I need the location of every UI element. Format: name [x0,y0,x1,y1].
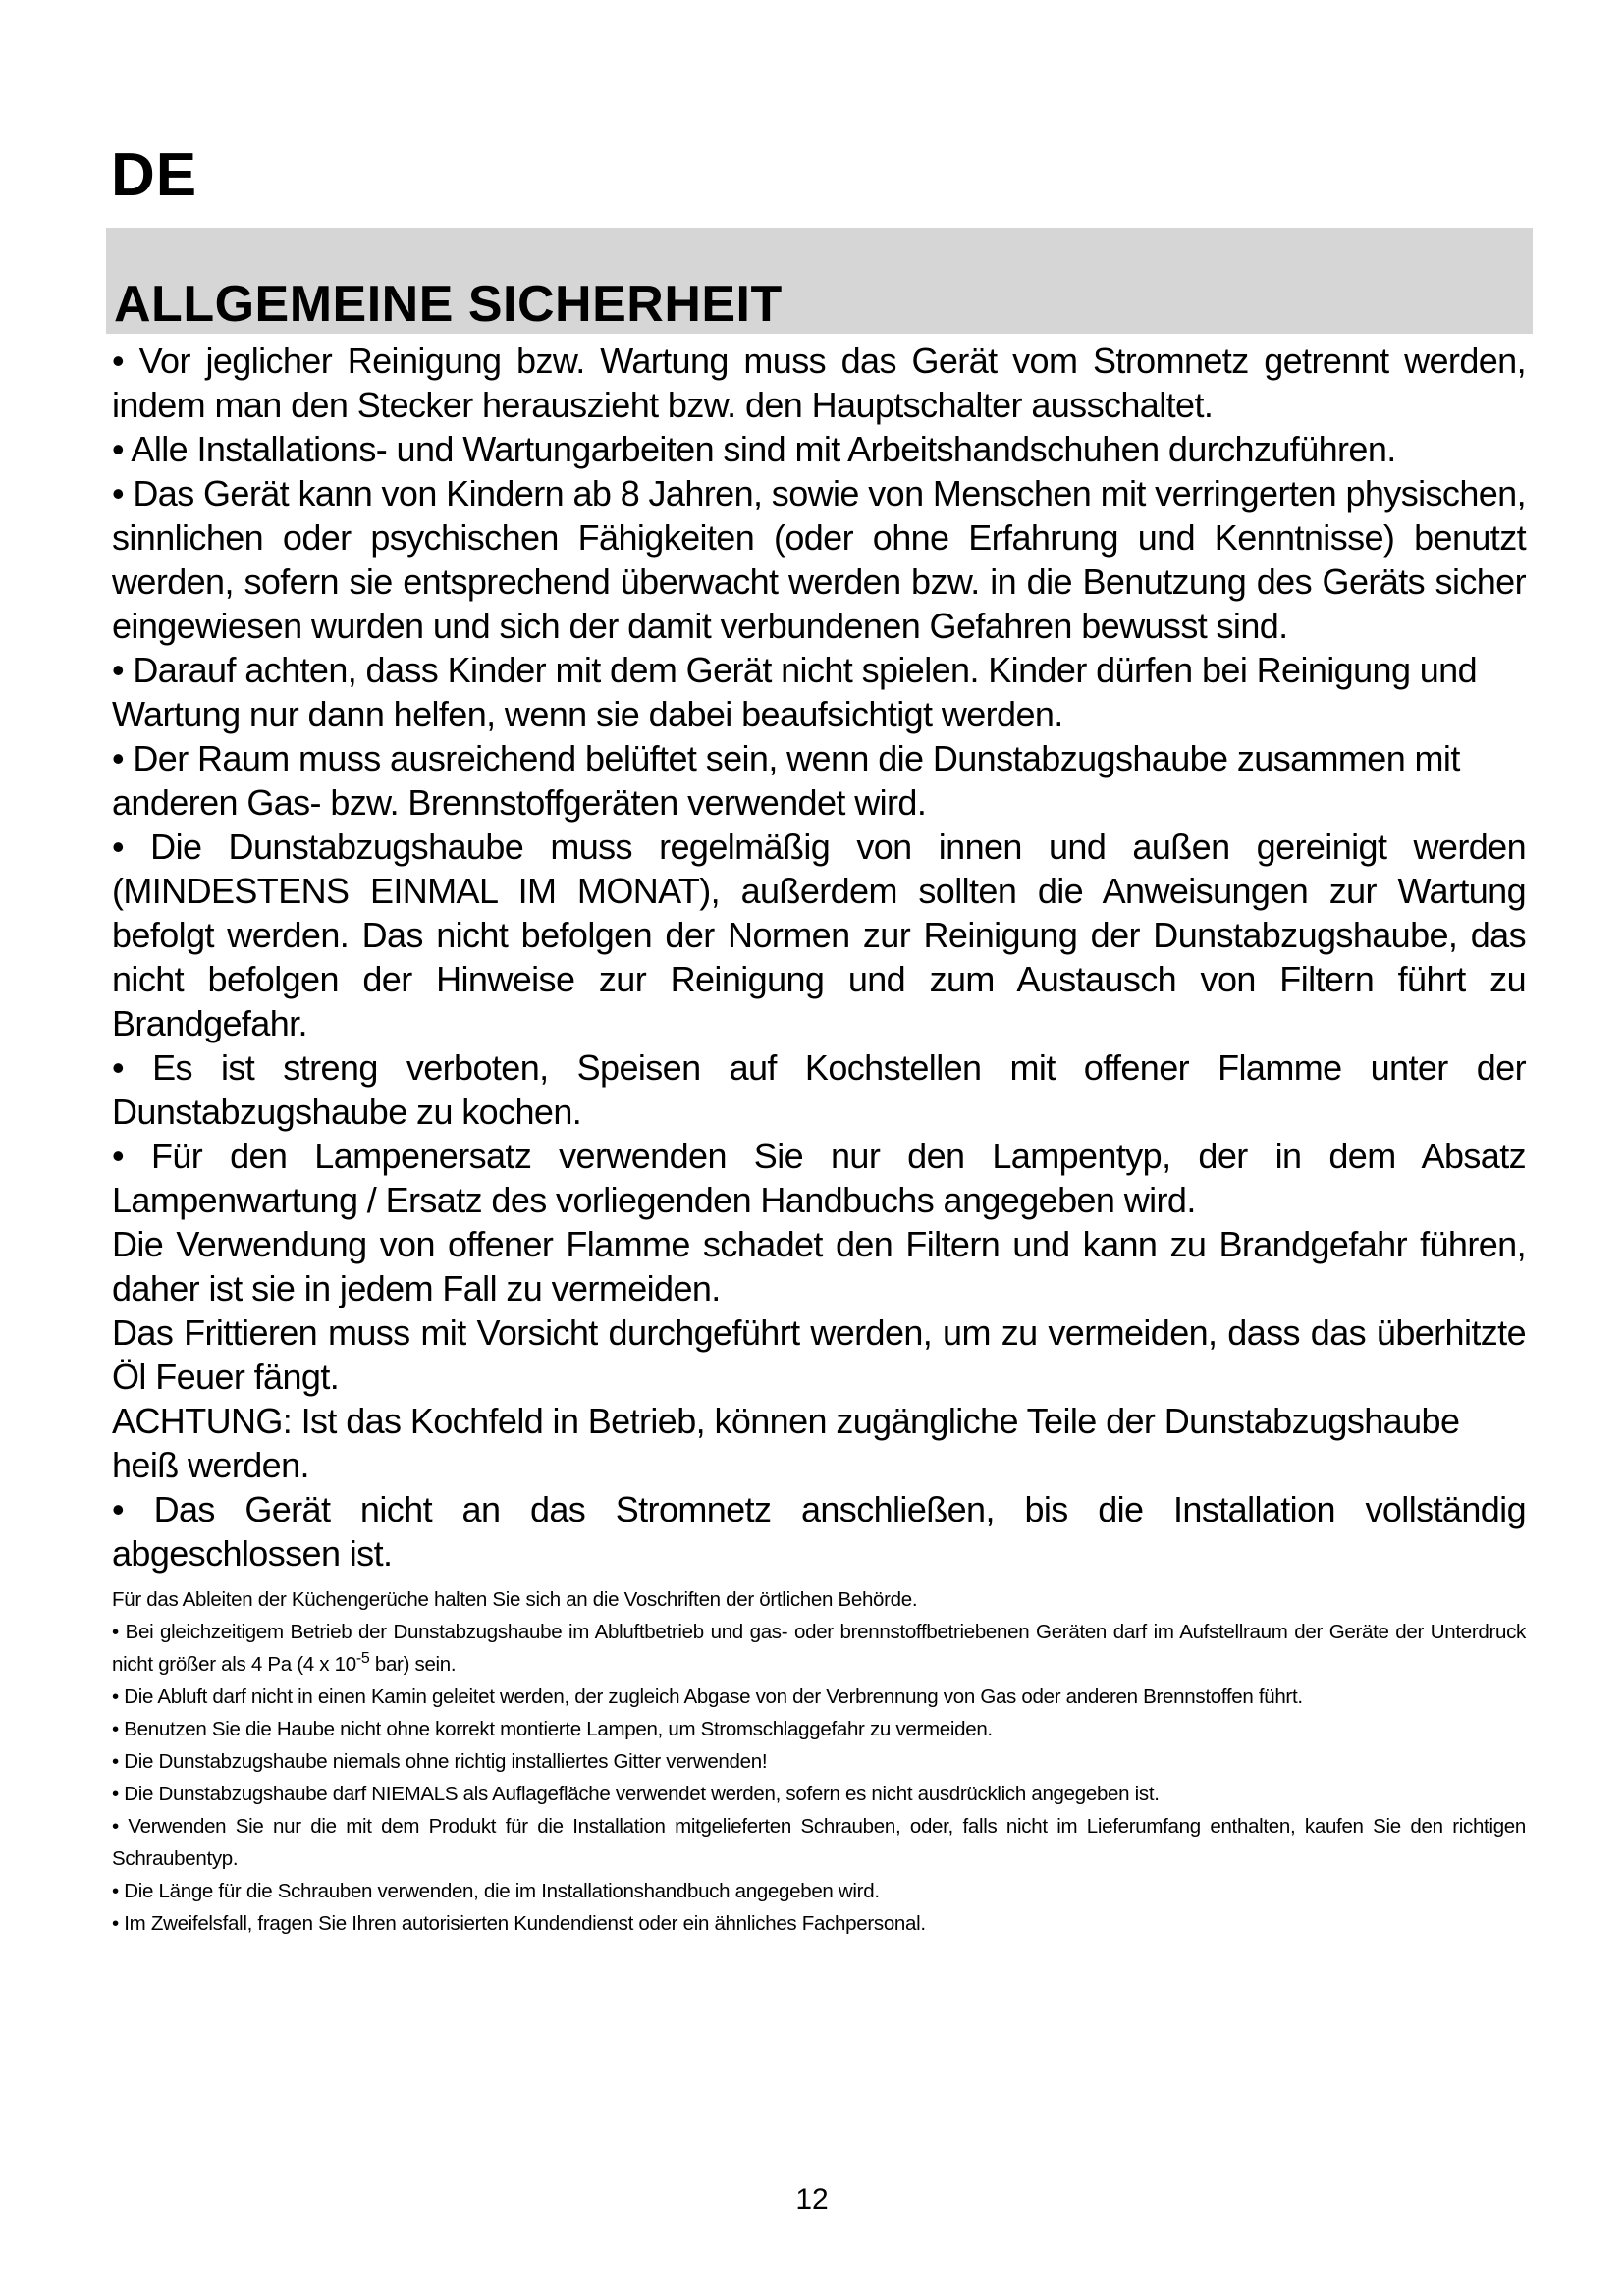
paragraph-frying: Das Frittieren muss mit Vorsicht durchgeführt werden, um zu vermeiden, dass das überhitzte Öl Feuer fängt. [112,1312,1526,1397]
paragraph-ventilation: • Der Raum muss ausreichend belüftet sein, wenn die Dunstabzugshaube zusammen mit anderen Gas- bzw. Brennstoffgeräten verwendet wird. [112,738,1460,823]
paragraph-children-ability: • Das Gerät kann von Kindern ab 8 Jahren, sowie von Menschen mit verringerten physischen, sinnlichen oder psychischen Fähigkeiten (oder ohne Erfahrung und Kenntnisse) benutzt werden, sofern sie entsprechend überwacht werden bzw. in die Benutzung des Geräts sicher eingewiesen wurden und sich der damit verbundenen Gefahren bewusst sind. [112,473,1526,646]
section-heading-band [106,228,1533,334]
note-lamps: • Benutzen Sie die Haube nicht ohne korrekt montierte Lampen, um Stromschlaggefahr zu vermeiden. [112,1718,993,1740]
note-grid: • Die Dunstabzugshaube niemals ohne richtig installiertes Gitter verwenden! [112,1750,768,1773]
additional-notes [112,1583,1526,1940]
main-safety-list [112,339,1526,1575]
paragraph-disconnect: • Vor jeglicher Reinigung bzw. Wartung muss das Gerät vom Stromnetz getrennt werden, indem man den Stecker herauszieht bzw. den Hauptschalter ausschaltet. [112,341,1526,425]
note-chimney: • Die Abluft darf nicht in einen Kamin geleitet werden, der zugleich Abgase von der Verbrennung von Gas oder anderen Brennstoffen führt. [112,1685,1303,1708]
note-pressure-exponent: -5 [355,1650,370,1668]
note-screws: • Verwenden Sie nur die mit dem Produkt für die Installation mitgelieferten Schrauben, oder, falls nicht im Lieferumfang enthalten, kaufen Sie den richtigen Schraubentyp. [112,1815,1526,1870]
paragraph-lamp-replacement: • Für den Lampenersatz verwenden Sie nur den Lampentyp, der in dem Absatz Lampenwartung / Ersatz des vorliegenden Handbuchs angegeben wird. [112,1136,1526,1220]
page-content [112,339,1526,1940]
section-title: ALLGEMEINE SICHERHEIT [114,276,783,333]
note-pressure-unit: bar) sein. [369,1653,457,1676]
note-service: • Im Zweifelsfall, fragen Sie Ihren autorisierten Kundendienst oder ein ähnliches Fachpersonal. [112,1912,926,1935]
language-code: DE [111,141,198,209]
note-screw-length: • Die Länge für die Schrauben verwenden, die im Installationshandbuch angegeben wird. [112,1880,880,1902]
paragraph-warning-hot: ACHTUNG: Ist das Kochfeld in Betrieb, können zugängliche Teile der Dunstabzugshaube heiß werden. [112,1401,1460,1485]
paragraph-connect-after-install: • Das Gerät nicht an das Stromnetz anschließen, bis die Installation vollständig abgeschlossen ist. [112,1489,1526,1574]
paragraph-open-flame-filters: Die Verwendung von offener Flamme schadet den Filtern und kann zu Brandgefahr führen, daher ist sie in jedem Fall zu vermeiden. [112,1224,1526,1308]
note-odour-regulations: Für das Ableiten der Küchengerüche halten Sie sich an die Voschriften der örtlichen Behörde. [112,1588,918,1611]
note-support-surface: • Die Dunstabzugshaube darf NIEMALS als Auflagefläche verwendet werden, sofern es nicht ausdrücklich angegeben ist. [112,1783,1160,1805]
paragraph-cleaning: • Die Dunstabzugshaube muss regelmäßig von innen und außen gereinigt werden (MINDESTENS EINMAL IM MONAT), außerdem sollten die Anweisungen zur Wartung befolgt werden. Das nicht befolgen der Normen zur Reinigung der Dunstabzugshaube, das nicht befolgen der Hinweise zur Reinigung und zum Austausch von Filtern führt zu Brandgefahr. [112,827,1526,1043]
paragraph-open-flame-cooking: • Es ist streng verboten, Speisen auf Kochstellen mit offener Flamme unter der Dunstabzugshaube zu kochen. [112,1047,1526,1132]
note-pressure-text: • Bei gleichzeitigem Betrieb der Dunstabzugshaube im Abluftbetrieb und gas- oder brennstoffbetriebenen Geräten darf im Aufstellraum der Geräte der Unterdruck nicht größer als 4 Pa (4 x 10 [112,1621,1526,1676]
paragraph-children-play: • Darauf achten, dass Kinder mit dem Gerät nicht spielen. Kinder dürfen bei Reinigung und Wartung nur dann helfen, wenn sie dabei beaufsichtigt werden. [112,650,1478,734]
note-negative-pressure [112,1616,1526,1681]
page-number: 12 [795,2183,829,2216]
paragraph-gloves: • Alle Installations- und Wartungarbeiten sind mit Arbeitshandschuhen durchzuführen. [112,429,1396,469]
